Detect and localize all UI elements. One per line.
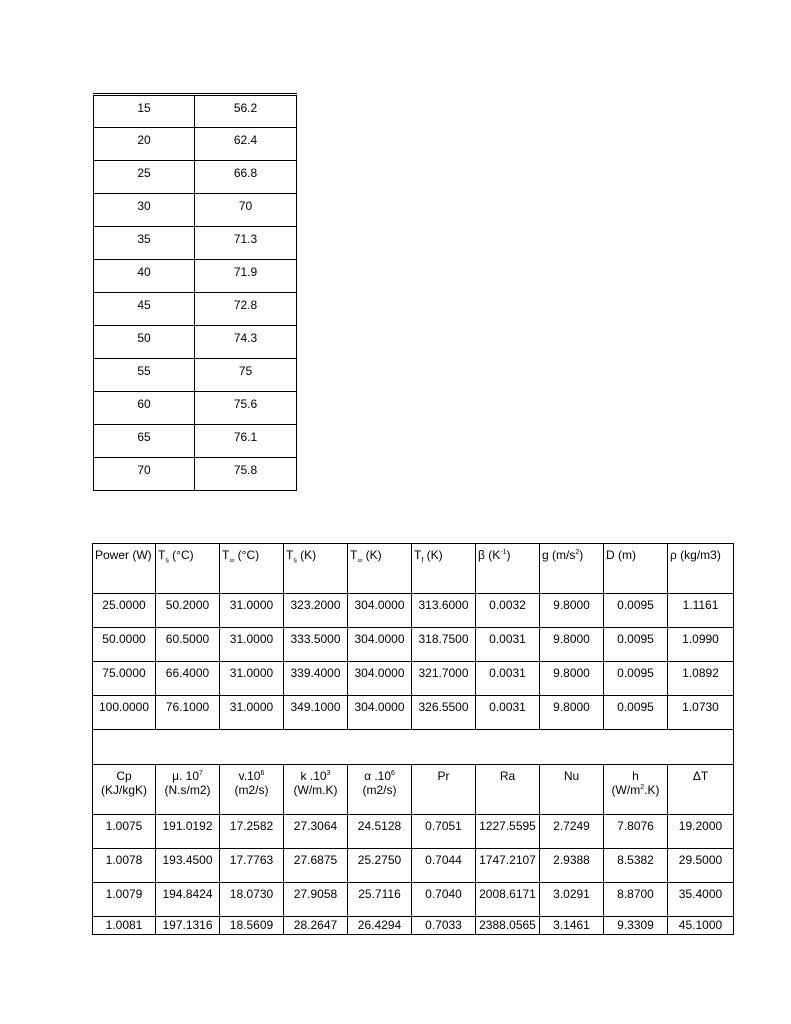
temperature-cell: 70 xyxy=(195,194,297,227)
table-cell: 19.2000 xyxy=(668,815,734,849)
power-cell: 45 xyxy=(94,293,195,326)
power-cell: 60 xyxy=(94,392,195,425)
table-cell: 18.0730 xyxy=(220,883,284,917)
power-cell: 55 xyxy=(94,359,195,392)
temperature-cell: 75.8 xyxy=(195,458,297,491)
table-cell: 326.5500 xyxy=(412,696,476,730)
col-beta: β $(K^{-1})$ xyxy=(476,544,540,594)
table-cell: 1.0075 xyxy=(93,815,156,849)
table-cell: 3.1461 xyxy=(540,917,604,935)
table-cell: 3.0291 xyxy=(540,883,604,917)
col-rho: ρ (kg/m3) xyxy=(668,544,734,594)
table-cell: 100.0000 xyxy=(93,696,156,730)
col-delta-t: ΔT xyxy=(668,765,734,815)
temperature-cell: 72.8 xyxy=(195,293,297,326)
table-cell: 304.0000 xyxy=(348,662,412,696)
table-row xyxy=(93,594,734,628)
table-row xyxy=(93,815,734,849)
table-cell: 0.0032 xyxy=(476,594,540,628)
table-row xyxy=(94,359,297,392)
col-tinf-c: $T_\infty$ (°C) xyxy=(220,544,284,594)
table-cell: 25.7116 xyxy=(348,883,412,917)
table-cell: 25.0000 xyxy=(93,594,156,628)
table-row xyxy=(93,883,734,917)
table-cell: 9.8000 xyxy=(540,628,604,662)
header-row-2 xyxy=(93,765,734,815)
table-row xyxy=(94,425,297,458)
table-cell: 1227.5595 xyxy=(476,815,540,849)
table-cell: 1.0081 xyxy=(93,917,156,935)
table-cell: 0.0031 xyxy=(476,696,540,730)
table-cell: 318.7500 xyxy=(412,628,476,662)
table-cell: 1.0078 xyxy=(93,849,156,883)
temperature-cell: 66.8 xyxy=(195,161,297,194)
table-cell: 1.0730 xyxy=(668,696,734,730)
table-cell: 0.7044 xyxy=(412,849,476,883)
table-row xyxy=(94,260,297,293)
table-cell: 304.0000 xyxy=(348,696,412,730)
table-cell: 1.0892 xyxy=(668,662,734,696)
table-cell: 2.9388 xyxy=(540,849,604,883)
power-cell: 30 xyxy=(94,194,195,227)
table-row xyxy=(93,917,734,935)
table-row xyxy=(93,849,734,883)
table-cell: 31.0000 xyxy=(220,662,284,696)
table-cell: 0.0031 xyxy=(476,628,540,662)
temperature-cell: 76.1 xyxy=(195,425,297,458)
table-cell: 339.4000 xyxy=(284,662,348,696)
col-ts-c: $T_s$ (°C) xyxy=(156,544,220,594)
col-ra: Ra xyxy=(476,765,540,815)
table-cell: 9.8000 xyxy=(540,696,604,730)
table-cell: 8.5382 xyxy=(604,849,668,883)
power-cell: 50 xyxy=(94,326,195,359)
header-row-1 xyxy=(93,544,734,594)
col-h: h $(W/m^2.K)$ xyxy=(604,765,668,815)
table-cell: 31.0000 xyxy=(220,628,284,662)
spacer-cell xyxy=(93,730,734,765)
table-row xyxy=(93,662,734,696)
table-cell: 76.1000 xyxy=(156,696,220,730)
col-alpha: α $.10^6$ (m2/s) xyxy=(348,765,412,815)
table-cell: 17.2582 xyxy=(220,815,284,849)
power-cell: 70 xyxy=(94,458,195,491)
table-cell: 323.2000 xyxy=(284,594,348,628)
temperature-cell: 62.4 xyxy=(195,128,297,161)
power-cell: 40 xyxy=(94,260,195,293)
table-cell: 304.0000 xyxy=(348,628,412,662)
temperature-cell: 75 xyxy=(195,359,297,392)
table-row xyxy=(94,227,297,260)
table-cell: 1747.2107 xyxy=(476,849,540,883)
table-cell: 26.4294 xyxy=(348,917,412,935)
col-tf-k: $T_f$ (K) xyxy=(412,544,476,594)
table-cell: 0.7051 xyxy=(412,815,476,849)
power-cell: 15 xyxy=(94,95,195,128)
col-k: k $.10^3$ (W/m.K) xyxy=(284,765,348,815)
temperature-cell: 74.3 xyxy=(195,326,297,359)
col-nu: Nu xyxy=(540,765,604,815)
table-cell: 0.0031 xyxy=(476,662,540,696)
table-cell: 197.1316 xyxy=(156,917,220,935)
heat-transfer-results-table xyxy=(92,543,734,935)
table-cell: 31.0000 xyxy=(220,696,284,730)
table-row xyxy=(94,326,297,359)
table-cell: 31.0000 xyxy=(220,594,284,628)
col-ts-k: $T_s$ (K) xyxy=(284,544,348,594)
table-row xyxy=(94,293,297,326)
table-cell: 50.0000 xyxy=(93,628,156,662)
table-cell: 1.0079 xyxy=(93,883,156,917)
table-cell: 321.7000 xyxy=(412,662,476,696)
spacer-row xyxy=(93,730,734,765)
table-cell: 1.1161 xyxy=(668,594,734,628)
table-row xyxy=(94,458,297,491)
table-cell: 193.4500 xyxy=(156,849,220,883)
table-cell: 7.8076 xyxy=(604,815,668,849)
table-cell: 35.4000 xyxy=(668,883,734,917)
table-cell: 17.7763 xyxy=(220,849,284,883)
table-cell: 1.0990 xyxy=(668,628,734,662)
table-cell: 0.7033 xyxy=(412,917,476,935)
table-row xyxy=(93,628,734,662)
table-cell: 9.3309 xyxy=(604,917,668,935)
table-row xyxy=(94,161,297,194)
col-nu-kinematic: $v.10^6$ (m2/s) xyxy=(220,765,284,815)
table-row xyxy=(94,128,297,161)
col-power: Power (W) xyxy=(93,544,156,594)
temperature-cell: 75.6 xyxy=(195,392,297,425)
table-cell: 349.1000 xyxy=(284,696,348,730)
table-cell: 194.8424 xyxy=(156,883,220,917)
table-cell: 9.8000 xyxy=(540,594,604,628)
col-d: D (m) xyxy=(604,544,668,594)
power-temperature-table xyxy=(93,93,297,491)
table-cell: 45.1000 xyxy=(668,917,734,935)
power-cell: 20 xyxy=(94,128,195,161)
temperature-cell: 71.9 xyxy=(195,260,297,293)
table-row xyxy=(94,392,297,425)
col-pr: Pr xyxy=(412,765,476,815)
table-cell: 313.6000 xyxy=(412,594,476,628)
table-cell: 50.2000 xyxy=(156,594,220,628)
table-cell: 9.8000 xyxy=(540,662,604,696)
table-row xyxy=(94,194,297,227)
table-cell: 191.0192 xyxy=(156,815,220,849)
col-tinf-k: $T_\infty$ (K) xyxy=(348,544,412,594)
table-cell: 0.0095 xyxy=(604,662,668,696)
table-cell: 27.6875 xyxy=(284,849,348,883)
table-row xyxy=(93,696,734,730)
table-cell: 24.5128 xyxy=(348,815,412,849)
table-cell: 0.0095 xyxy=(604,696,668,730)
table-cell: 2.7249 xyxy=(540,815,604,849)
table-cell: 0.7040 xyxy=(412,883,476,917)
table-cell: 75.0000 xyxy=(93,662,156,696)
table-cell: 8.8700 xyxy=(604,883,668,917)
table-cell: 28.2647 xyxy=(284,917,348,935)
col-cp: Cp (KJ/kgK) xyxy=(93,765,156,815)
table-cell: 27.9058 xyxy=(284,883,348,917)
table-cell: 27.3064 xyxy=(284,815,348,849)
power-cell: 65 xyxy=(94,425,195,458)
table-cell: 0.0095 xyxy=(604,628,668,662)
table-cell: 304.0000 xyxy=(348,594,412,628)
table-cell: 66.4000 xyxy=(156,662,220,696)
power-cell: 35 xyxy=(94,227,195,260)
table-cell: 2008.6171 xyxy=(476,883,540,917)
table-cell: 18.5609 xyxy=(220,917,284,935)
power-cell: 25 xyxy=(94,161,195,194)
col-g: g $(m/s^2)$ xyxy=(540,544,604,594)
table-cell: 60.5000 xyxy=(156,628,220,662)
table-cell: 0.0095 xyxy=(604,594,668,628)
temperature-cell: 71.3 xyxy=(195,227,297,260)
table-row xyxy=(94,95,297,128)
table-cell: 29.5000 xyxy=(668,849,734,883)
col-mu: μ. $10^7$ (N.s/m2) xyxy=(156,765,220,815)
table-cell: 25.2750 xyxy=(348,849,412,883)
temperature-cell: 56.2 xyxy=(195,95,297,128)
table-cell: 2388.0565 xyxy=(476,917,540,935)
table-cell: 333.5000 xyxy=(284,628,348,662)
